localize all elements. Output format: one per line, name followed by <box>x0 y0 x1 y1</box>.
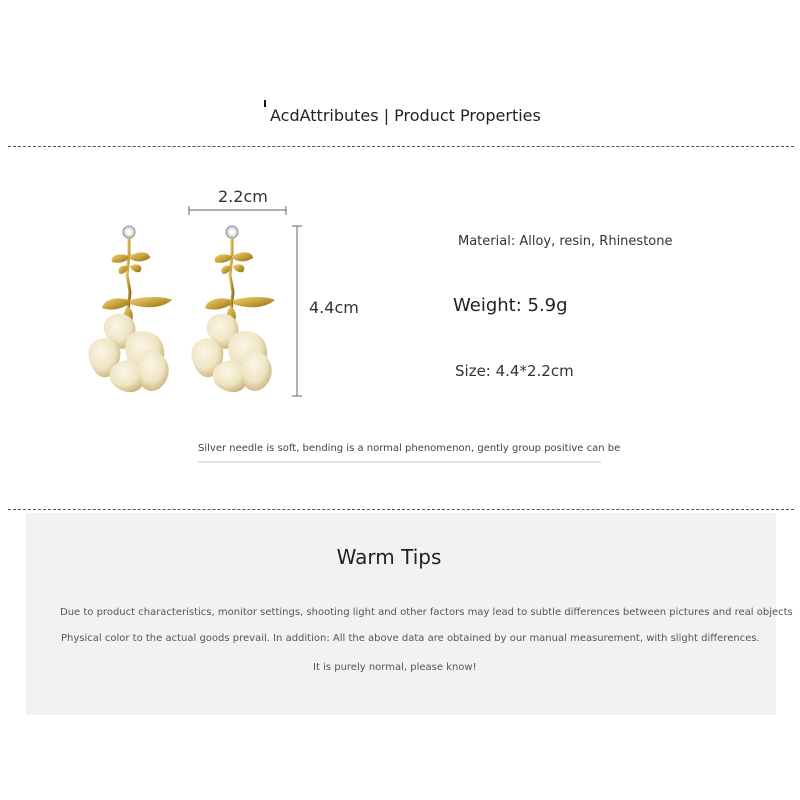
right-earring <box>191 226 275 392</box>
needle-note: Silver needle is soft, bending is a normal phenomenon, gently group positive can be <box>198 443 621 454</box>
width-dimension-line <box>186 206 290 226</box>
dashed-divider-bottom <box>8 509 794 510</box>
warm-tip-line-1: Due to product characteristics, monitor settings, shooting light and other factors may lead to subtle differences between pictures and real objects <box>60 607 793 618</box>
material-property: Material: Alloy, resin, Rhinestone <box>458 234 673 249</box>
warm-tips-title: Warm Tips <box>336 545 442 569</box>
height-label: 4.4cm <box>309 298 359 317</box>
height-dimension-line <box>290 224 304 398</box>
header-accent-mark <box>264 100 266 107</box>
left-earring <box>88 226 172 392</box>
size-property: Size: 4.4*2.2cm <box>455 362 574 380</box>
weight-property: Weight: 5.9g <box>453 295 568 316</box>
warm-tip-line-2: Physical color to the actual goods prevail. In addition: All the above data are obtained by our manual measurement, with slight differences. <box>61 633 760 644</box>
dashed-divider-top <box>8 146 794 147</box>
note-underline <box>198 461 601 463</box>
width-label: 2.2cm <box>218 187 268 206</box>
warm-tip-line-3: It is purely normal, please know! <box>313 662 477 673</box>
section-title: AcdAttributes | Product Properties <box>270 106 541 125</box>
earrings-product-image <box>80 200 280 400</box>
